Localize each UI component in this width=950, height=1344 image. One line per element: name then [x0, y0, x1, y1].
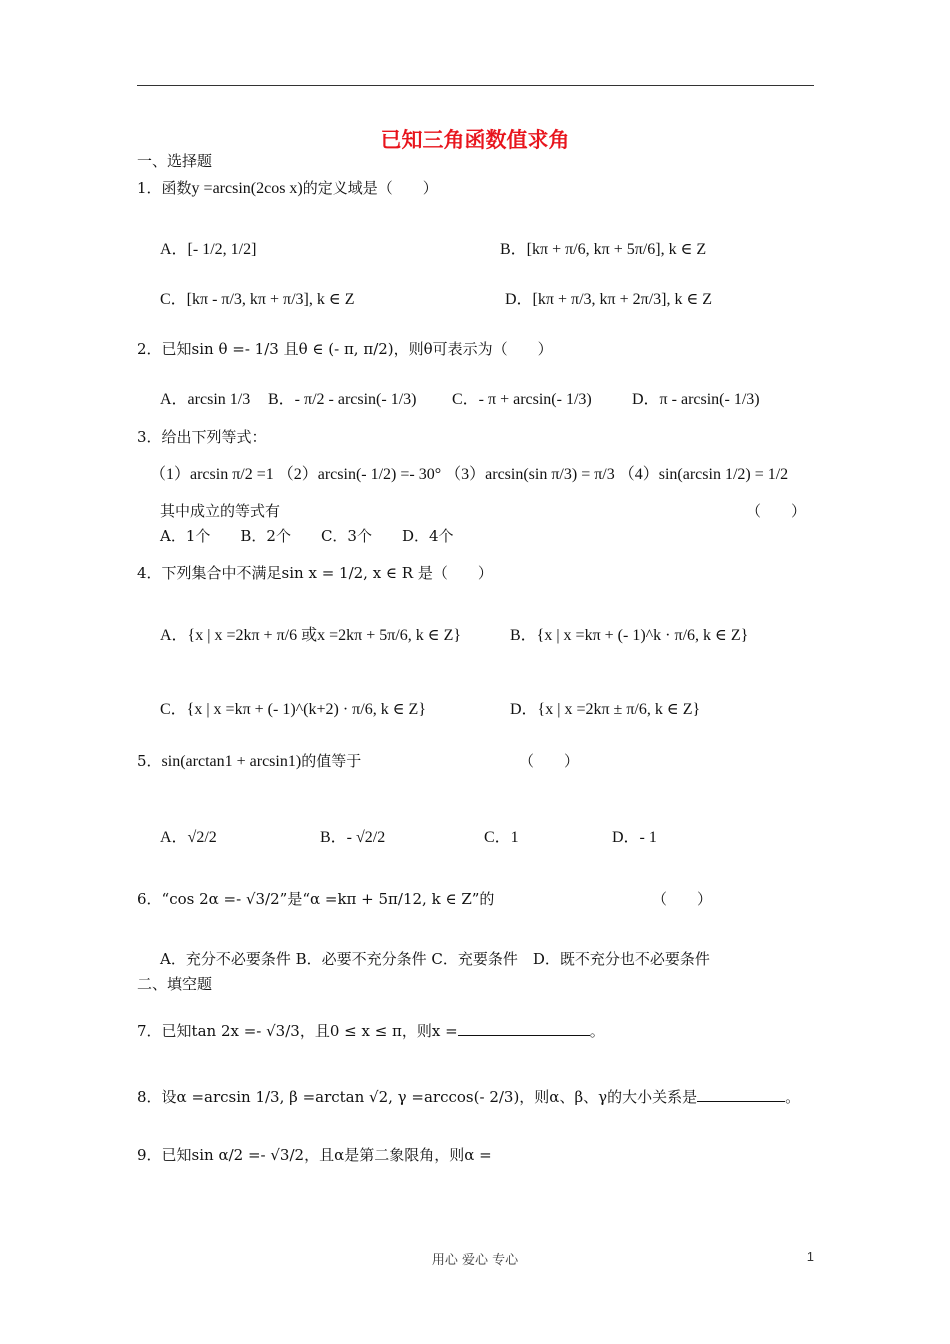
section-fill: 二、填空题	[137, 975, 213, 993]
q4-option-b: B．{x | x =kπ + (- 1)^k · π/6, k ∈ Z}	[510, 627, 749, 644]
header-rule	[137, 85, 814, 86]
q1-option-d: D．[kπ + π/3, kπ + 2π/3], k ∈ Z	[505, 291, 713, 308]
q6-stem: 6．“cos 2α =- √3/2”是“α =kπ + 5π/12, k ∈ Z”的	[137, 890, 495, 908]
q3-options: A．1个 B．2个 C．3个 D．4个	[160, 527, 454, 545]
q2-option-d: D．π - arcsin(- 1/3)	[632, 391, 760, 408]
q4-stem: 4．下列集合中不满足sin x = 1/2, x ∈ R 是（ ）	[137, 564, 493, 582]
q2-stem: 2．已知sin θ =- 1/3 且θ ∈ (- π, π/2)，则θ可表示为（ ）	[137, 340, 553, 358]
q4-option-c: C．{x | x =kπ + (- 1)^(k+2) · π/6, k ∈ Z}	[160, 701, 427, 718]
q8-answer-blank[interactable]	[697, 1101, 785, 1102]
q5-option-a: A．√2/2	[160, 829, 217, 846]
q5-option-d: D．- 1	[612, 829, 657, 846]
q7-answer-blank[interactable]	[458, 1035, 590, 1036]
q4-option-d: D．{x | x =2kπ ± π/6, k ∈ Z}	[510, 701, 701, 718]
q3-stem: 3．给出下列等式：	[137, 428, 267, 446]
q1-stem: 1．函数y =arcsin(2cos x)的定义域是（ ）	[137, 179, 438, 197]
page-number: 1	[806, 1249, 814, 1264]
q4-option-a: A．{x | x =2kπ + π/6 或x =2kπ + 5π/6, k ∈ Z}	[160, 627, 462, 644]
q5-option-c: C．1	[484, 829, 519, 846]
q3-items: （1）arcsin π/2 =1 （2）arcsin(- 1/2) =- 30° （3）arcsin(sin π/3) = π/3 （4）sin(arcsin 1/2) = 1/2	[150, 466, 789, 483]
q1-option-a: A．[- 1/2, 1/2]	[160, 241, 257, 258]
q1-option-c: C．[kπ - π/3, kπ + π/3], k ∈ Z	[160, 291, 355, 308]
q2-option-a: A．arcsin 1/3	[160, 391, 251, 408]
page-title: 已知三角函数值求角	[380, 127, 570, 152]
q3-answer-paren: （ ）	[746, 502, 807, 520]
q5-option-b: B．- √2/2	[320, 829, 386, 846]
q2-option-c: C．- π + arcsin(- 1/3)	[452, 391, 592, 408]
q5-answer-paren: （ ）	[519, 752, 580, 770]
q1-option-b: B．[kπ + π/6, kπ + 5π/6], k ∈ Z	[500, 241, 707, 258]
section-choice: 一、选择题	[137, 152, 213, 170]
q6-options: A．充分不必要条件 B．必要不充分条件 C．充要条件 D．既不充分也不必要条件	[160, 950, 710, 968]
q8-stem: 8．设α =arcsin 1/3, β =arctan √2, γ =arccos(- 2/3)，则α、β、γ的大小关系是 。	[137, 1088, 801, 1106]
q5-stem: 5．sin(arctan1 + arcsin1)的值等于	[137, 752, 362, 770]
footer-text: 用心 爱心 专心	[431, 1253, 519, 1268]
q2-option-b: B．- π/2 - arcsin(- 1/3)	[268, 391, 417, 408]
q6-answer-paren: （ ）	[652, 890, 713, 908]
q7-stem: 7．已知tan 2x =- √3/3，且0 ≤ x ≤ π，则x = 。	[137, 1022, 605, 1040]
q3-note: 其中成立的等式有	[160, 502, 281, 520]
q9-stem: 9．已知sin α/2 =- √3/2，且α是第二象限角，则α =	[137, 1146, 492, 1164]
